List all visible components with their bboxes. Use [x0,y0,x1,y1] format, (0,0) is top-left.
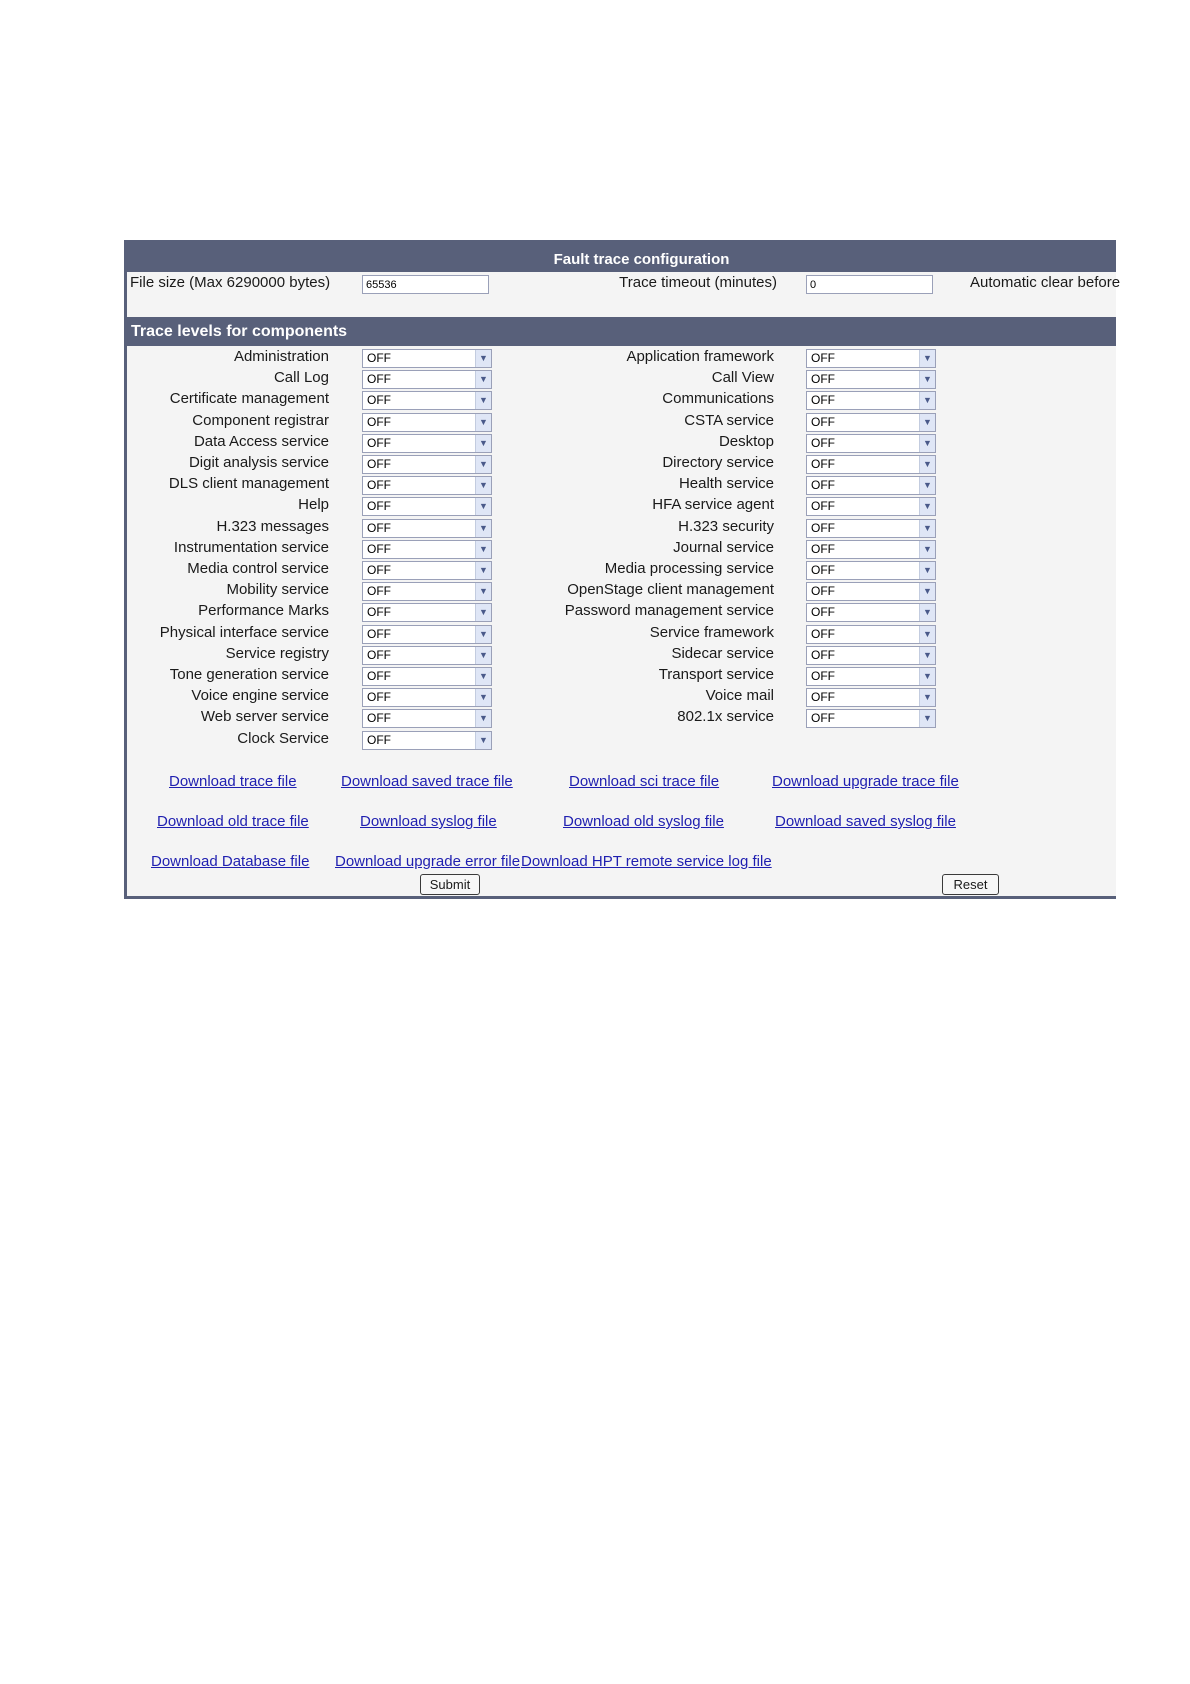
component-label-hfa-service-agent: HFA service agent [652,496,774,514]
component-label-communications: Communications [662,390,774,408]
trace-level-value: OFF [367,520,391,535]
trace-level-select-transport-service[interactable] [806,667,936,686]
trace-level-select-physical-interface-service[interactable] [362,625,492,644]
trace-level-select-sidecar-service[interactable] [806,646,936,665]
trace-level-select-clock-service[interactable] [362,731,492,750]
component-label-sidecar-service: Sidecar service [671,644,774,662]
reset-button[interactable]: Reset [942,874,999,895]
trace-level-select-hfa-service-agent[interactable] [806,497,936,516]
component-label-csta-service: CSTA service [684,411,774,429]
file-size-label: File size (Max 6290000 bytes) [130,274,331,291]
fault-trace-panel [124,240,1121,899]
trace-level-value: OFF [367,372,391,387]
trace-level-value: OFF [367,690,391,705]
component-label-physical-interface-service: Physical interface service [159,623,329,641]
trace-level-select-health-service[interactable] [806,476,936,495]
component-label-service-registry: Service registry [225,644,329,662]
component-label-tone-generation-service: Tone generation service [169,666,329,683]
chevron-down-icon[interactable]: ▼ [919,392,935,409]
download-saved-trace-link[interactable]: Download saved trace file [341,773,513,790]
chevron-down-icon[interactable]: ▼ [475,668,491,685]
trace-timeout-input[interactable]: 0 [806,275,933,294]
chevron-down-icon[interactable]: ▼ [919,668,935,685]
chevron-down-icon[interactable]: ▼ [475,604,491,621]
chevron-down-icon[interactable]: ▼ [475,626,491,643]
chevron-down-icon[interactable]: ▼ [919,520,935,537]
trace-level-select-h-323-messages[interactable] [362,519,492,538]
trace-level-value: OFF [367,478,391,493]
trace-level-value: OFF [811,626,835,641]
chevron-down-icon[interactable]: ▼ [919,626,935,643]
component-label-certificate-management: Certificate management [169,390,329,408]
chevron-down-icon[interactable]: ▼ [475,498,491,515]
component-label-transport-service: Transport service [658,666,774,683]
trace-level-select-help[interactable] [362,497,492,516]
component-label-performance-marks: Performance Marks [198,602,329,620]
chevron-down-icon[interactable]: ▼ [475,689,491,706]
chevron-down-icon[interactable]: ▼ [919,583,935,600]
trace-level-value: OFF [367,457,391,471]
component-label-mobility-service: Mobility service [226,581,329,599]
component-label-administration: Administration [233,348,329,365]
trace-level-value: OFF [367,499,391,514]
trace-level-value: OFF [367,584,391,599]
trace-level-select-desktop[interactable] [806,434,936,453]
chevron-down-icon[interactable]: ▼ [475,562,491,579]
trace-level-value: OFF [811,414,835,429]
component-label-directory-service: Directory service [662,454,774,471]
trace-level-select-802-1x-service[interactable] [806,709,936,728]
component-label-h-323-security: H.323 security [678,517,774,535]
trace-level-select-voice-engine-service[interactable] [362,688,492,707]
download-trace-link[interactable]: Download trace file [169,773,297,790]
chevron-down-icon[interactable]: ▼ [919,456,935,473]
chevron-down-icon[interactable]: ▼ [475,732,491,749]
trace-level-select-service-registry[interactable] [362,646,492,665]
trace-level-value: OFF [811,351,835,365]
chevron-down-icon[interactable]: ▼ [475,371,491,388]
trace-level-value: OFF [811,669,835,683]
trace-level-select-csta-service[interactable] [806,413,936,432]
trace-level-select-data-access-service[interactable] [362,434,492,453]
component-label-desktop: Desktop [718,432,774,450]
trace-level-value: OFF [367,414,391,429]
trace-level-select-performance-marks[interactable] [362,603,492,622]
trace-level-value: OFF [367,541,391,556]
trace-level-value: OFF [811,563,835,577]
component-label-password-management-service: Password management service [564,602,774,620]
trace-level-select-service-framework[interactable] [806,625,936,644]
trace-level-value: OFF [367,647,391,662]
trace-level-value: OFF [811,520,835,535]
chevron-down-icon[interactable]: ▼ [919,435,935,452]
trace-level-select-call-log[interactable] [362,370,492,389]
component-label-component-registrar: Component registrar [192,411,329,429]
submit-button[interactable]: Submit [420,874,480,895]
trace-level-value: OFF [811,372,835,387]
component-label-voice-mail: Voice mail [705,687,774,705]
trace-level-select-web-server-service[interactable] [362,709,492,728]
component-label-openstage-client-management: OpenStage client management [567,581,774,599]
trace-timeout-label: Trace timeout (minutes) [619,274,777,291]
chevron-down-icon[interactable]: ▼ [475,710,491,727]
trace-level-select-digit-analysis-service[interactable] [362,455,492,474]
auto-clear-label: Automatic clear before [970,274,1121,291]
chevron-down-icon[interactable]: ▼ [475,477,491,494]
component-label-call-view: Call View [711,369,774,387]
download-old-syslog-link[interactable]: Download old syslog file [563,813,724,830]
component-label-call-log: Call Log [273,369,329,387]
trace-level-value: OFF [367,711,391,726]
chevron-down-icon[interactable]: ▼ [919,498,935,515]
trace-level-value: OFF [367,563,391,577]
trace-level-value: OFF [811,605,835,620]
chevron-down-icon[interactable]: ▼ [475,350,491,367]
section-title: Trace levels for components [127,317,1116,346]
chevron-down-icon[interactable]: ▼ [919,477,935,494]
component-label-dls-client-management: DLS client management [168,475,329,493]
trace-level-value: OFF [811,711,835,726]
trace-level-value: OFF [811,499,835,514]
trace-level-select-component-registrar[interactable] [362,413,492,432]
trace-level-select-certificate-management[interactable] [362,391,492,410]
trace-level-value: OFF [811,457,835,471]
trace-level-select-h-323-security[interactable] [806,519,936,538]
trace-level-value: OFF [811,541,835,556]
component-label-application-framework: Application framework [626,348,774,365]
component-label-digit-analysis-service: Digit analysis service [188,454,329,471]
chevron-down-icon[interactable]: ▼ [475,435,491,452]
chevron-down-icon[interactable]: ▼ [919,689,935,706]
chevron-down-icon[interactable]: ▼ [919,604,935,621]
trace-level-value: OFF [367,732,391,747]
trace-level-select-password-management-service[interactable] [806,603,936,622]
trace-level-select-instrumentation-service[interactable] [362,540,492,559]
chevron-down-icon[interactable]: ▼ [475,392,491,409]
trace-level-value: OFF [811,435,835,450]
trace-level-value: OFF [811,584,835,599]
trace-level-value: OFF [811,690,835,705]
component-label-service-framework: Service framework [649,623,774,641]
trace-level-select-mobility-service[interactable] [362,582,492,601]
trace-level-value: OFF [811,393,835,408]
component-label-media-control-service: Media control service [187,560,329,577]
trace-level-select-administration[interactable] [362,349,492,368]
download-old-trace-link[interactable]: Download old trace file [157,813,309,830]
chevron-down-icon[interactable]: ▼ [919,350,935,367]
download-saved-syslog-link[interactable]: Download saved syslog file [775,813,956,830]
chevron-down-icon[interactable]: ▼ [475,647,491,664]
trace-level-select-media-control-service[interactable] [362,561,492,580]
component-label-802-1x-service: 802.1x service [677,708,774,726]
chevron-down-icon[interactable]: ▼ [919,710,935,727]
component-label-media-processing-service: Media processing service [604,560,774,577]
trace-level-select-call-view[interactable] [806,370,936,389]
trace-level-select-voice-mail[interactable] [806,688,936,707]
component-label-clock-service: Clock Service [237,729,329,747]
trace-level-select-tone-generation-service[interactable] [362,667,492,686]
component-label-journal-service: Journal service [673,538,774,556]
trace-level-value: OFF [367,669,391,683]
component-label-instrumentation-service: Instrumentation service [173,538,329,556]
trace-level-value: OFF [367,393,391,408]
trace-level-value: OFF [367,351,391,365]
trace-level-value: OFF [367,626,391,641]
chevron-down-icon[interactable]: ▼ [919,414,935,431]
trace-level-value: OFF [811,478,835,493]
download-upgrade-error-link[interactable]: Download upgrade error file [335,853,521,870]
download-upgrade-trace-link[interactable]: Download upgrade trace file [772,773,959,790]
chevron-down-icon[interactable]: ▼ [475,456,491,473]
component-label-web-server-service: Web server service [200,708,329,726]
chevron-down-icon[interactable]: ▼ [475,583,491,600]
trace-level-value: OFF [811,647,835,662]
trace-level-value: OFF [367,605,391,620]
trace-level-select-dls-client-management[interactable] [362,476,492,495]
trace-level-select-directory-service[interactable] [806,455,936,474]
component-label-help: Help [298,496,329,514]
chevron-down-icon[interactable]: ▼ [919,562,935,579]
trace-level-select-media-processing-service[interactable] [806,561,936,580]
trace-level-select-openstage-client-management[interactable] [806,582,936,601]
page-title: Fault trace configuration [127,240,1116,272]
file-size-input[interactable]: 65536 [362,275,489,294]
trace-level-value: OFF [367,435,391,450]
download-syslog-link[interactable]: Download syslog file [360,813,497,830]
chevron-down-icon[interactable]: ▼ [475,541,491,558]
chevron-down-icon[interactable]: ▼ [475,520,491,537]
chevron-down-icon[interactable]: ▼ [475,414,491,431]
chevron-down-icon[interactable]: ▼ [919,647,935,664]
component-label-data-access-service: Data Access service [193,432,329,450]
component-label-h-323-messages: H.323 messages [216,517,329,535]
trace-level-select-application-framework[interactable] [806,349,936,368]
download-sci-trace-link[interactable]: Download sci trace file [569,773,720,790]
download-hpt-log-link[interactable]: Download HPT remote service log file [521,853,772,870]
component-label-health-service: Health service [678,475,774,493]
chevron-down-icon[interactable]: ▼ [919,371,935,388]
trace-level-select-communications[interactable] [806,391,936,410]
component-label-voice-engine-service: Voice engine service [191,687,329,705]
download-database-link[interactable]: Download Database file [151,853,310,870]
trace-level-select-journal-service[interactable] [806,540,936,559]
chevron-down-icon[interactable]: ▼ [919,541,935,558]
